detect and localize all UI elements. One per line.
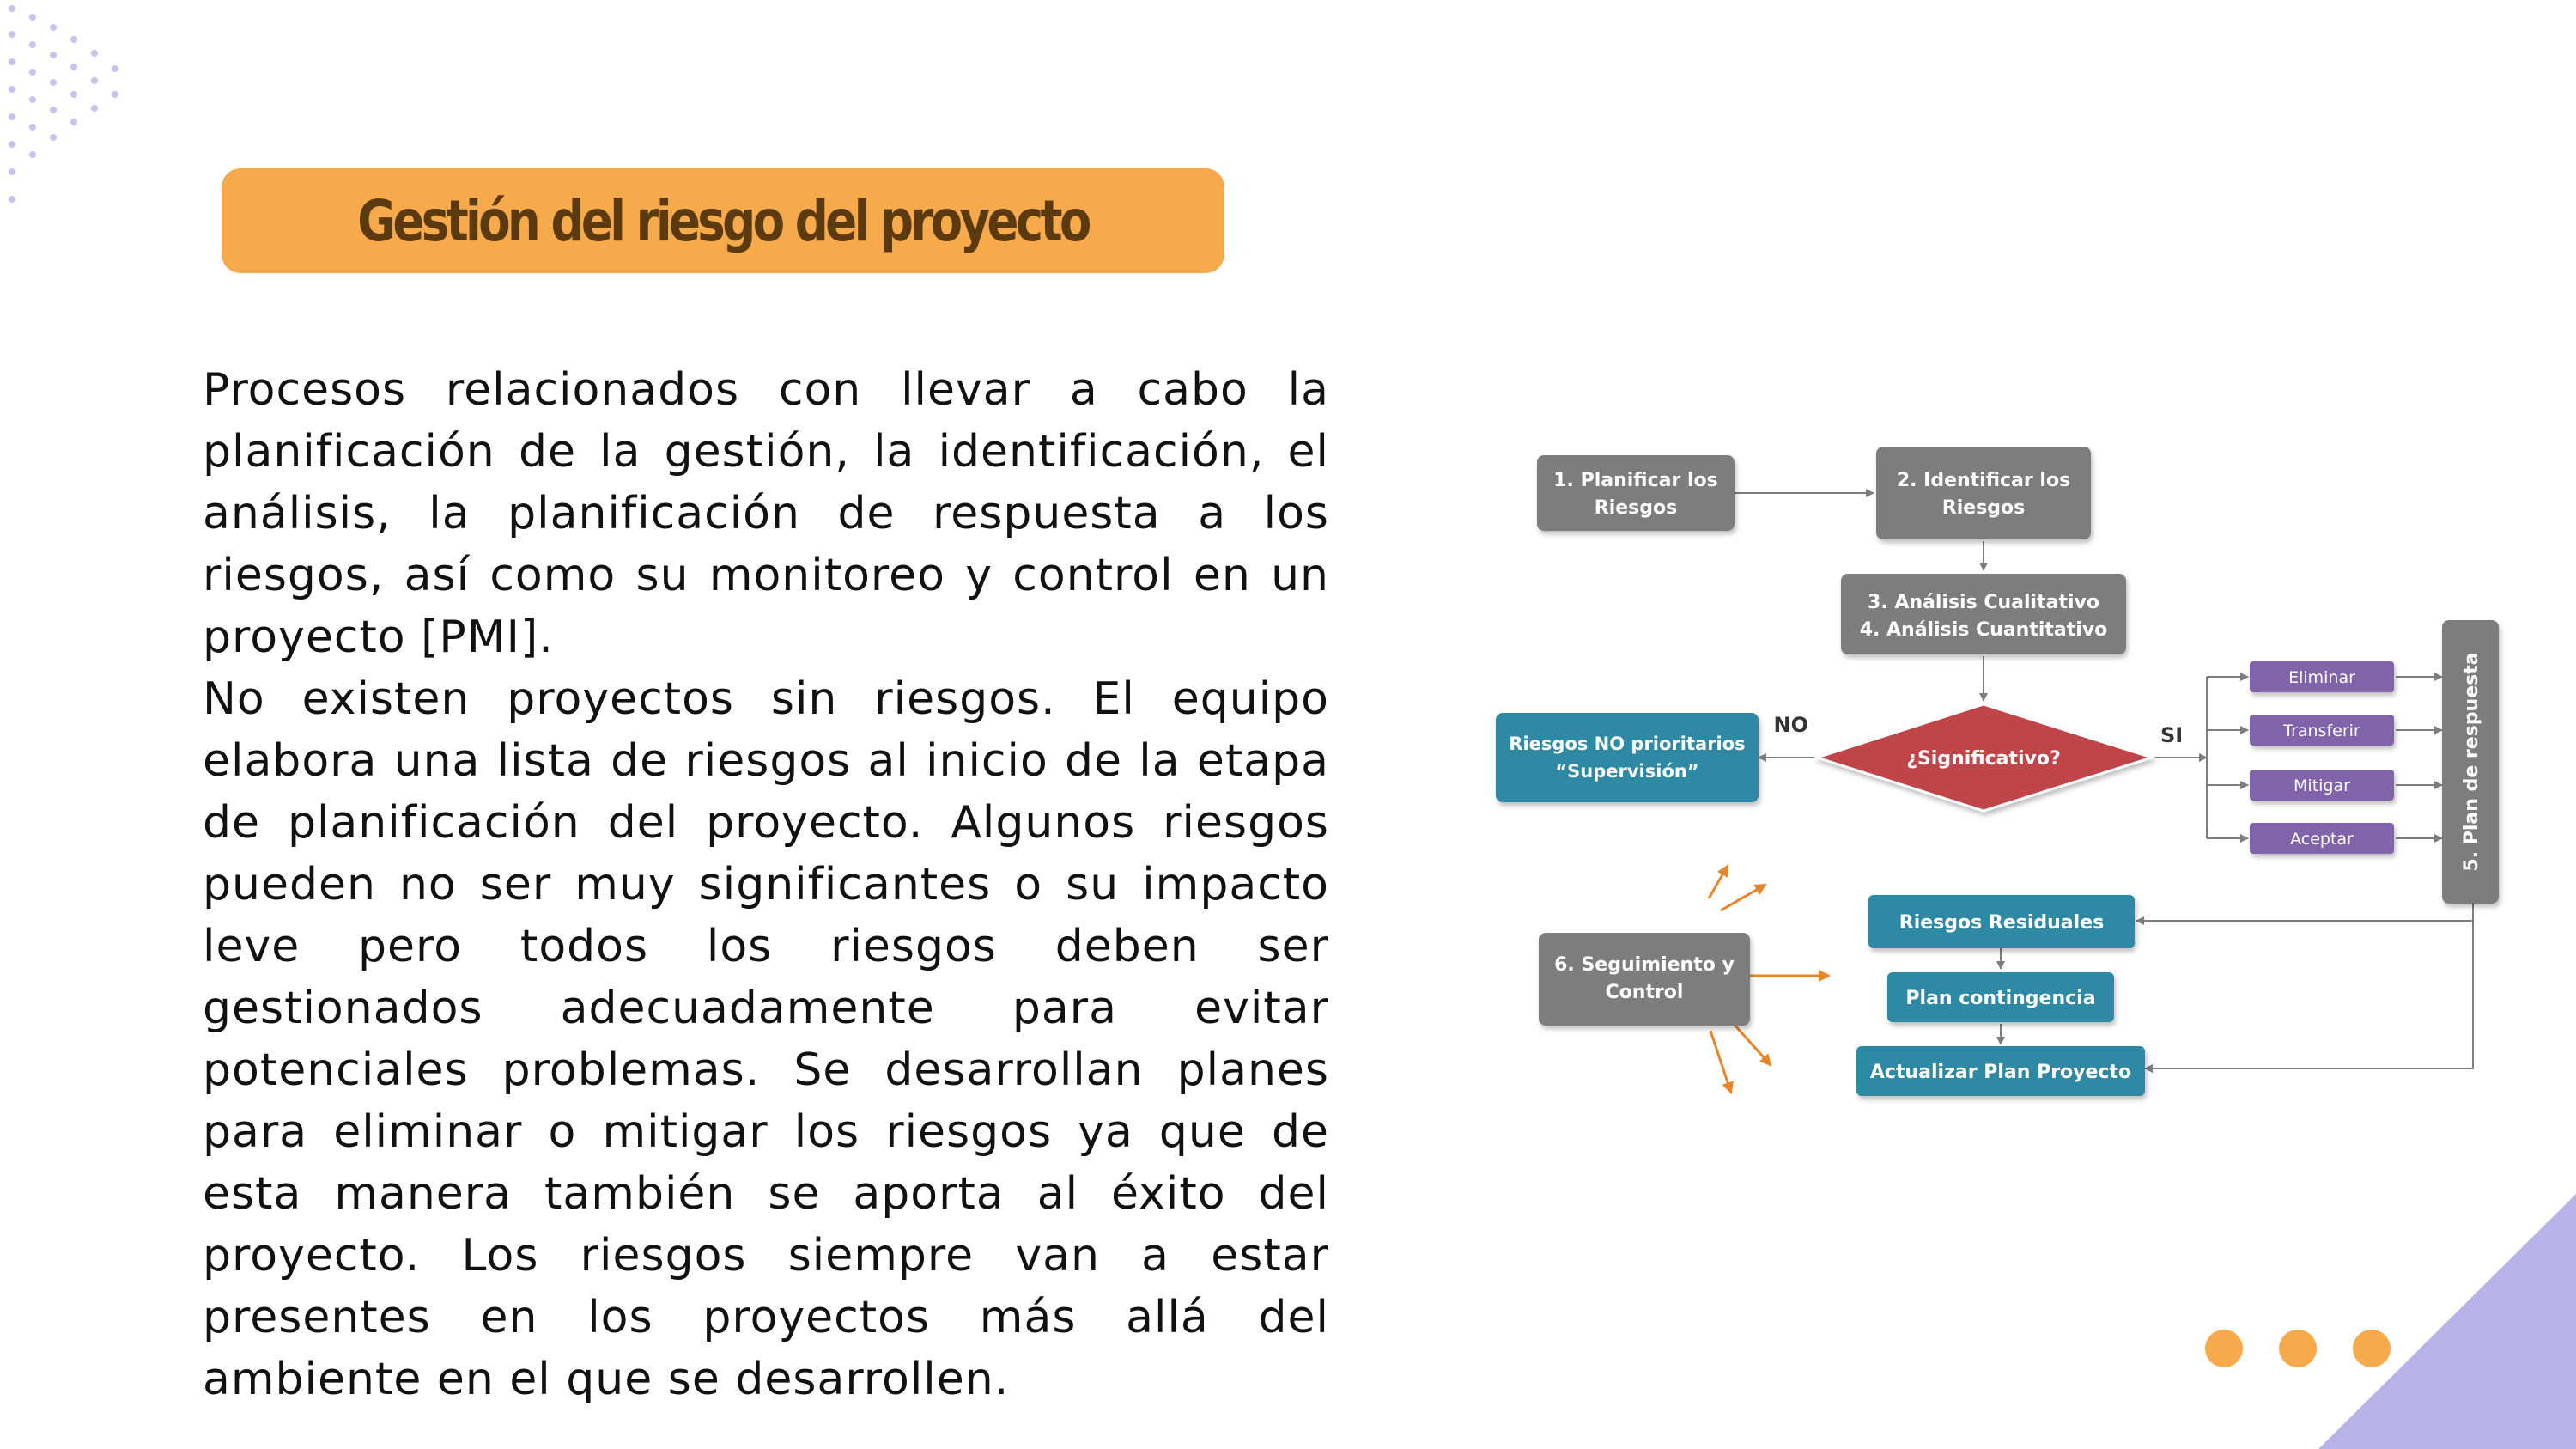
si-label: SI [2160,723,2184,747]
risk-management-flow-diagram [1477,429,2507,1117]
response-eliminar: Eliminar [2288,668,2355,687]
step6-line2: Control [1605,982,1684,1003]
step-seguimiento-control [1539,933,1750,1026]
step2-line2: Riesgos [1941,497,2026,519]
plan-respuesta-label: 5. Plan de respuesta [2461,652,2482,872]
decorative-dot-1 [2205,1330,2243,1367]
response-options [2250,661,2394,854]
response-aceptar: Aceptar [2290,830,2354,849]
contingencia-label: Plan contingencia [1905,988,2096,1009]
step-identificar-riesgos [1876,447,2091,539]
plan-contingencia [1887,972,2114,1022]
step1-line1: 1. Planificar los [1553,470,1718,491]
step1-line2: Riesgos [1594,497,1678,519]
response-transferir: Transferir [2283,721,2360,740]
no-label: NO [1773,713,1808,737]
step4-line: 4. Análisis Cuantitativo [1859,619,2108,641]
title-banner [222,168,1224,273]
body-text [203,359,1329,1410]
paragraph-risks: No existen proyectos sin riesgos. El equipo elabora una lista de riesgos al inicio de la etapa de planificación del proyecto. Algunos riesgos pueden no ser muy significantes o su impacto leve pero todos los riesgos deben ser gestionados adecuadamente para evitar potenciales problemas. Se desarrollan planes para eliminar o mitigar los riesgos ya que de esta manera también se aporta al éxito del proyecto. Los riesgos siempre van a estar presentes en los proyectos más allá del ambiente en el que se desarrollen. [203,673,1329,1405]
actualizar-plan-proyecto [1856,1046,2145,1096]
decision-label: ¿Significativo? [1906,748,2061,770]
decision-significativo [1817,704,2152,811]
no-prioritarios-line2: “Supervisión” [1555,761,1699,782]
response-mitigar: Mitigar [2293,776,2350,795]
step2-line1: 2. Identificar los [1896,470,2071,491]
no-prioritarios-line1: Riesgos NO prioritarios [1509,734,1746,754]
riesgos-no-prioritarios [1496,713,1759,802]
riesgos-residuales [1868,895,2135,948]
step3-line: 3. Análisis Cualitativo [1868,592,2099,613]
actualizar-label: Actualizar Plan Proyecto [1869,1062,2132,1083]
plan-de-respuesta [2442,620,2499,904]
decorative-dot-2 [2279,1330,2317,1367]
step-planificar-riesgos [1537,455,1735,531]
residuales-label: Riesgos Residuales [1899,912,2105,934]
page-title: Gestión del riesgo del proyecto [357,187,1089,254]
decorative-triangle [2318,1194,2576,1449]
step6-line1: 6. Seguimiento y [1554,954,1735,976]
step-analisis [1841,574,2126,654]
paragraph-definition: Procesos relacionados con llevar a cabo la planificación de la gestión, la identificación, el análisis, la planificación de respuesta a los riesgos, así como su monitoreo y control en un proyecto [PMI]. [203,364,1329,663]
decorative-dot-grid [0,0,129,215]
